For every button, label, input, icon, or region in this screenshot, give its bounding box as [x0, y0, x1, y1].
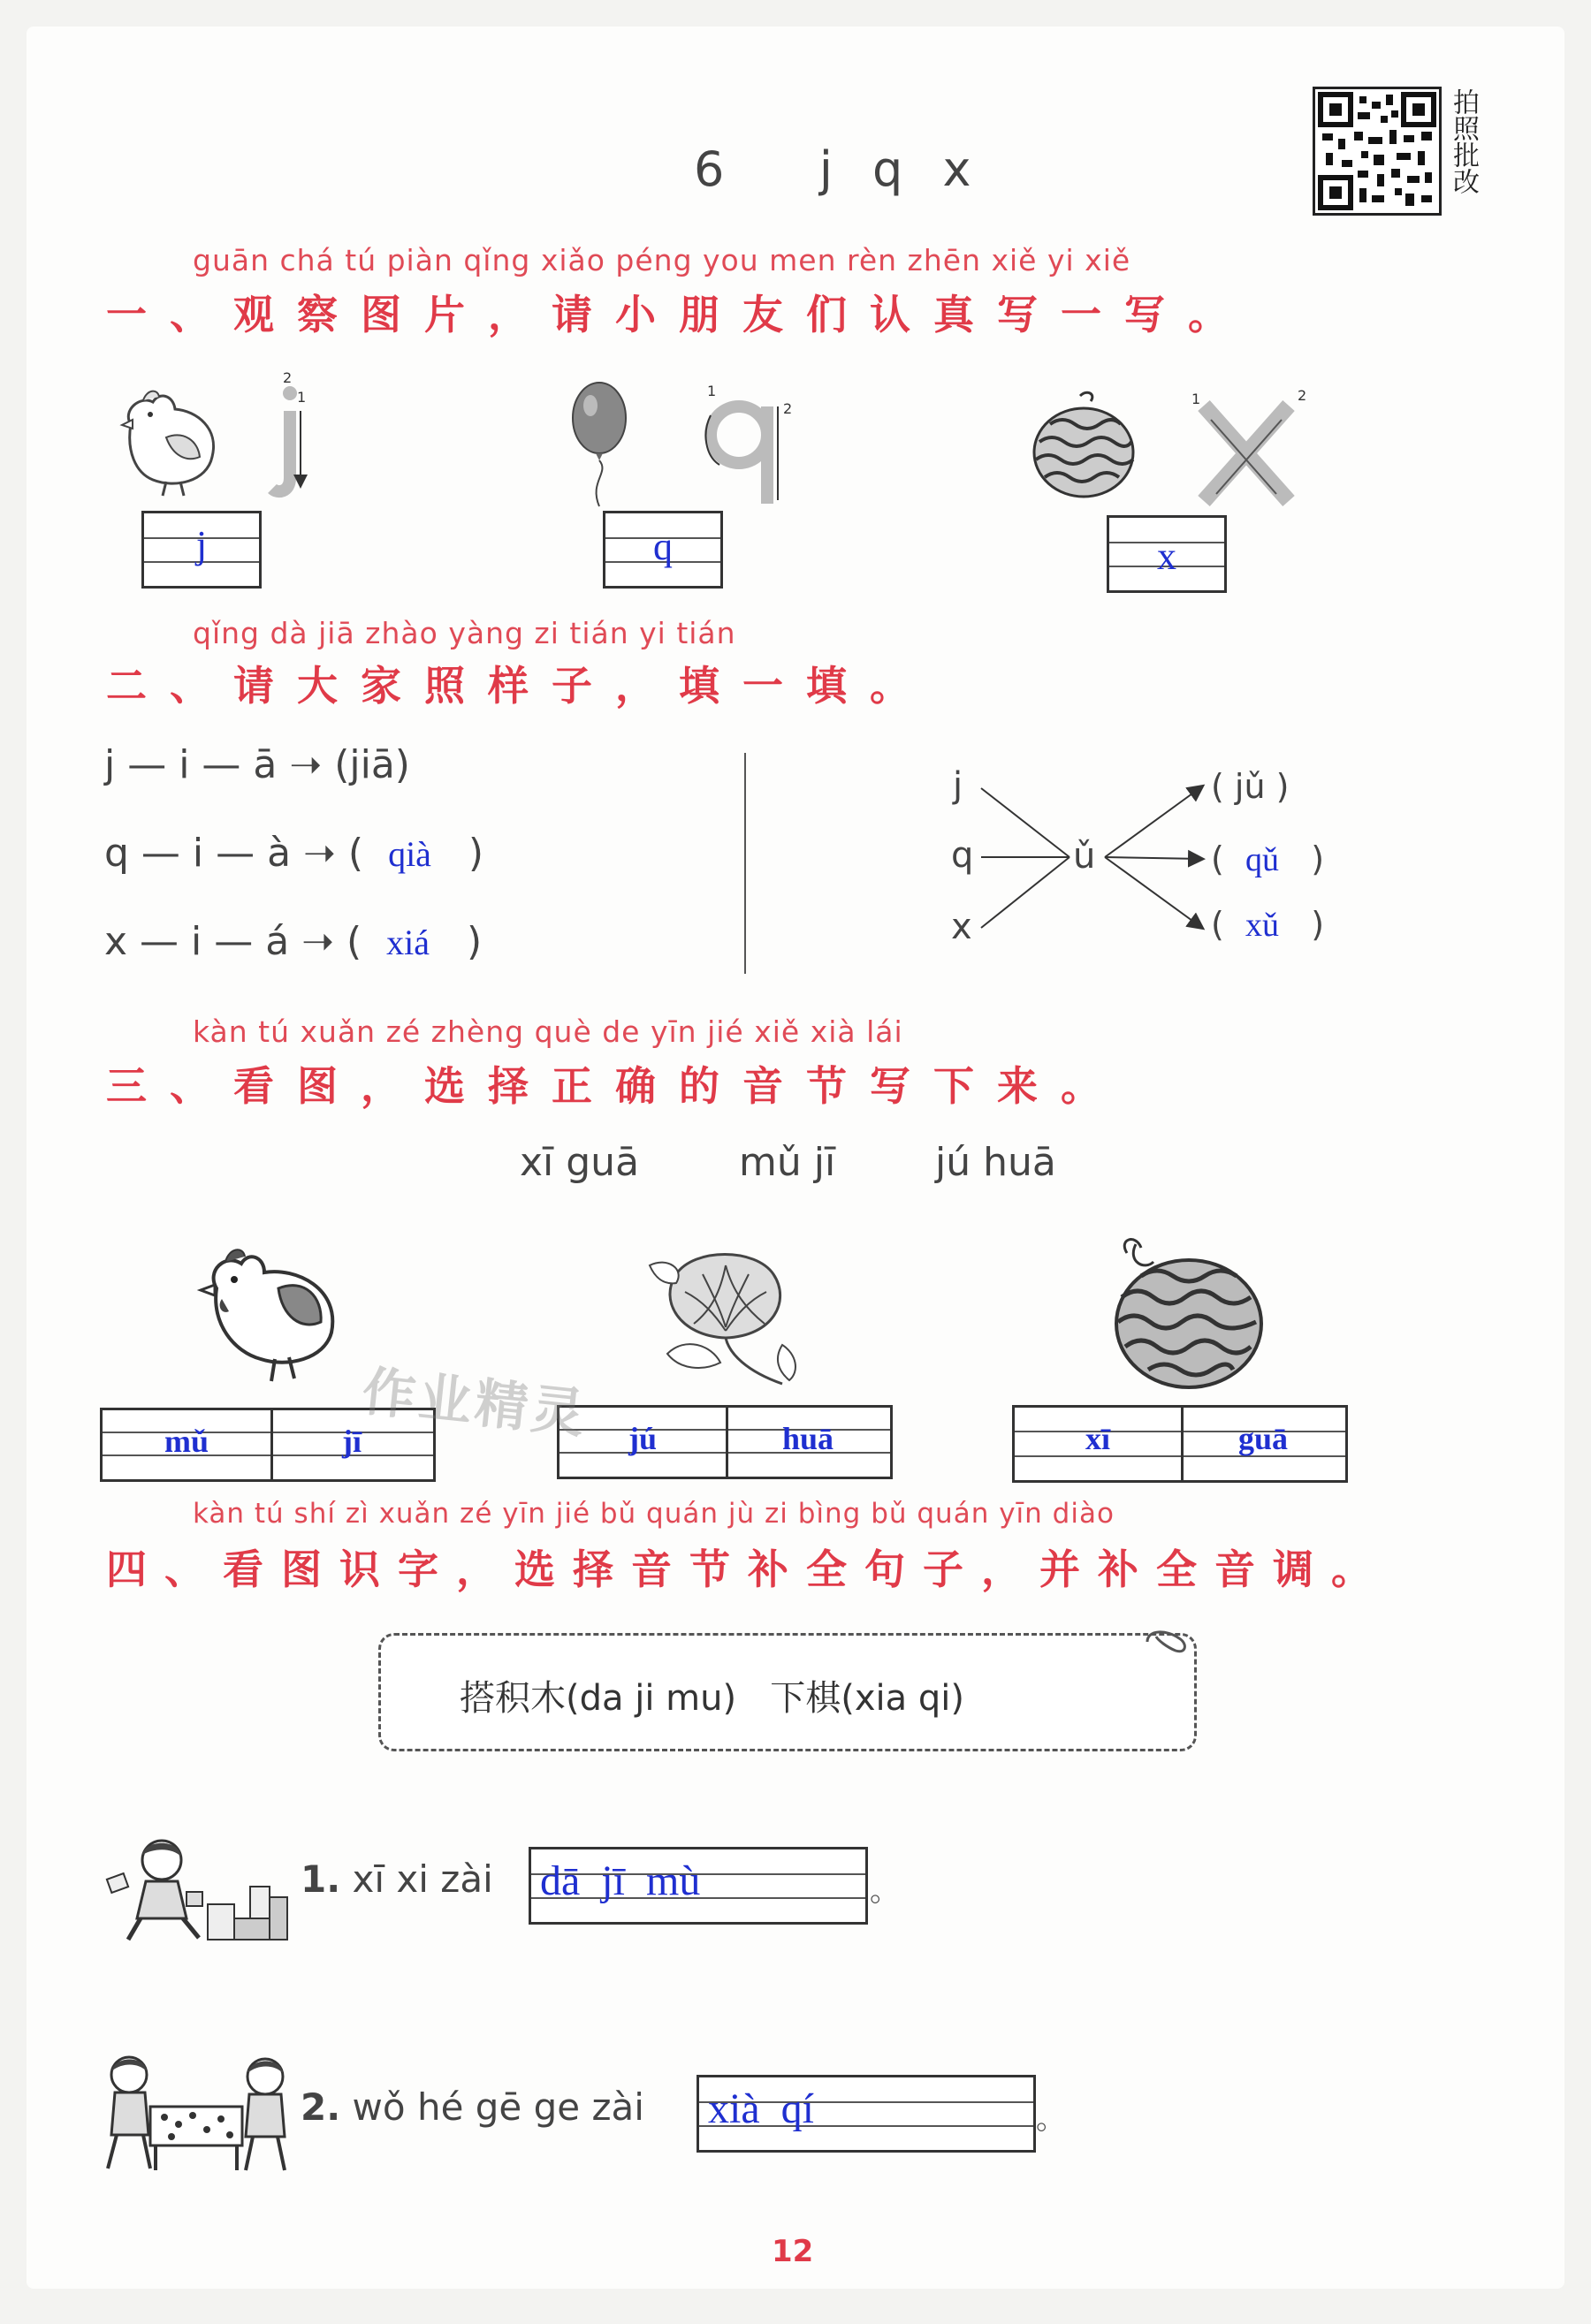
section4-pinyin: kàn tú shí zì xuǎn zé yīn jié bǔ quán jù zi bìng bǔ quán yīn diào	[193, 1498, 1115, 1530]
chrysanthemum-syllable-1: jú	[628, 1421, 657, 1456]
section3-pinyin: kàn tú xuǎn zé zhèng què de yīn jié xiě xià lái	[193, 1014, 903, 1049]
page-number: 12	[772, 2234, 814, 2269]
section4-heading: 四、看图识字，选择音节补全句子，并补全音调。	[106, 1546, 1389, 1593]
spell-row-3: x — i — á ➝ ( xiá )	[104, 919, 483, 964]
chrysanthemum-syllable-2: huā	[781, 1421, 834, 1456]
option-muji: mǔ jī	[739, 1140, 836, 1185]
spell-row-2: q — i — à ➝ ( qià )	[104, 831, 484, 876]
hen-syllable-1: mǔ	[164, 1424, 209, 1459]
chess-players-icon	[97, 2050, 301, 2177]
result-answer-2[interactable]: qǔ	[1245, 841, 1279, 878]
section1-pinyin: guān chá tú piàn qǐng xiǎo péng you men rèn zhēn xiě yi xiě	[193, 243, 1131, 277]
writing-box-j[interactable]	[141, 511, 262, 589]
result-row-3: ( xǔ )	[1211, 905, 1325, 944]
option-juhua: jú huā	[935, 1140, 1056, 1185]
paperclip-icon	[1140, 1624, 1193, 1663]
spell-row-1: j — i — ā ➝ (jiā)	[104, 742, 410, 787]
svg-text:1: 1	[297, 389, 307, 406]
result-answer-3[interactable]: xǔ	[1245, 907, 1279, 944]
answer-q2-text: xià qí	[708, 2085, 814, 2132]
initial-j: j	[953, 765, 963, 806]
divider-line	[744, 753, 746, 974]
word-bank-text: 搭积木(da ji mu) 下棋(xia qi)	[460, 1678, 964, 1719]
watermelon-picture-icon	[1092, 1235, 1268, 1398]
letter-x-guide	[1184, 384, 1308, 512]
question-2: 2. wǒ hé gē ge zài	[301, 2085, 644, 2129]
hen-syllable-2: jī	[342, 1424, 362, 1459]
watermelon-syllable-2: guā	[1237, 1421, 1289, 1456]
section3-heading: 三、看图，选择正确的音节写下来。	[106, 1062, 1124, 1110]
answer-q1-text: dā jī mù	[540, 1857, 701, 1904]
q1-period: 。	[870, 1873, 900, 1909]
letter-j-guide	[265, 367, 318, 503]
final-u: ǔ	[1073, 836, 1096, 877]
writing-box-x[interactable]	[1107, 515, 1227, 593]
result-row-2: ( qǔ )	[1211, 839, 1325, 878]
watermelon-syllable-1: xī	[1085, 1421, 1110, 1456]
initial-q: q	[951, 835, 974, 876]
svg-text:2: 2	[1298, 387, 1307, 404]
svg-text:2: 2	[283, 369, 293, 386]
spell-answer-2[interactable]: qià	[388, 834, 431, 874]
question-1: 1. xī xi zài	[301, 1857, 493, 1901]
watermelon-icon	[1025, 389, 1140, 507]
letter-q-guide	[698, 380, 796, 516]
lesson-letters: j q x	[818, 141, 984, 197]
watermark-text: 作业精灵	[359, 1360, 591, 1447]
chrysanthemum-icon	[641, 1239, 809, 1393]
qr-code-icon[interactable]	[1313, 87, 1442, 216]
answer-row-watermelon[interactable]	[1012, 1405, 1348, 1483]
answer-box-q1[interactable]	[529, 1847, 868, 1925]
spell-answer-3[interactable]: xiá	[386, 923, 430, 962]
spell-answer-1: jiā	[349, 742, 395, 787]
section2-pinyin: qǐng dà jiā zhào yàng zi tián yi tián	[193, 616, 736, 650]
section2-heading: 二、请大家照样子，填一填。	[106, 662, 933, 710]
hen-icon	[113, 376, 228, 503]
section1-heading: 一、观察图片，请小朋友们认真写一写。	[106, 291, 1252, 338]
option-xigua: xī guā	[520, 1140, 640, 1185]
answer-j: j	[195, 523, 208, 566]
q2-period: 。	[1036, 2101, 1066, 2137]
qr-label: 拍照批改	[1448, 88, 1479, 194]
answer-q: q	[653, 525, 673, 568]
answer-x: x	[1157, 535, 1176, 578]
result-row-1: ( jǔ )	[1211, 767, 1290, 806]
svg-text:1: 1	[707, 383, 717, 399]
answer-row-chrysanthemum[interactable]	[557, 1405, 893, 1479]
hen-picture-icon	[190, 1235, 349, 1389]
lesson-number: 6	[694, 141, 737, 197]
answer-box-q2[interactable]	[697, 2075, 1036, 2153]
lesson-title	[694, 141, 983, 197]
initial-x: x	[951, 907, 972, 947]
svg-text:1: 1	[1191, 391, 1201, 407]
boy-blocks-icon	[102, 1834, 296, 1952]
svg-text:2: 2	[783, 400, 793, 417]
writing-box-q[interactable]	[603, 511, 723, 589]
balloon-icon	[566, 376, 636, 512]
